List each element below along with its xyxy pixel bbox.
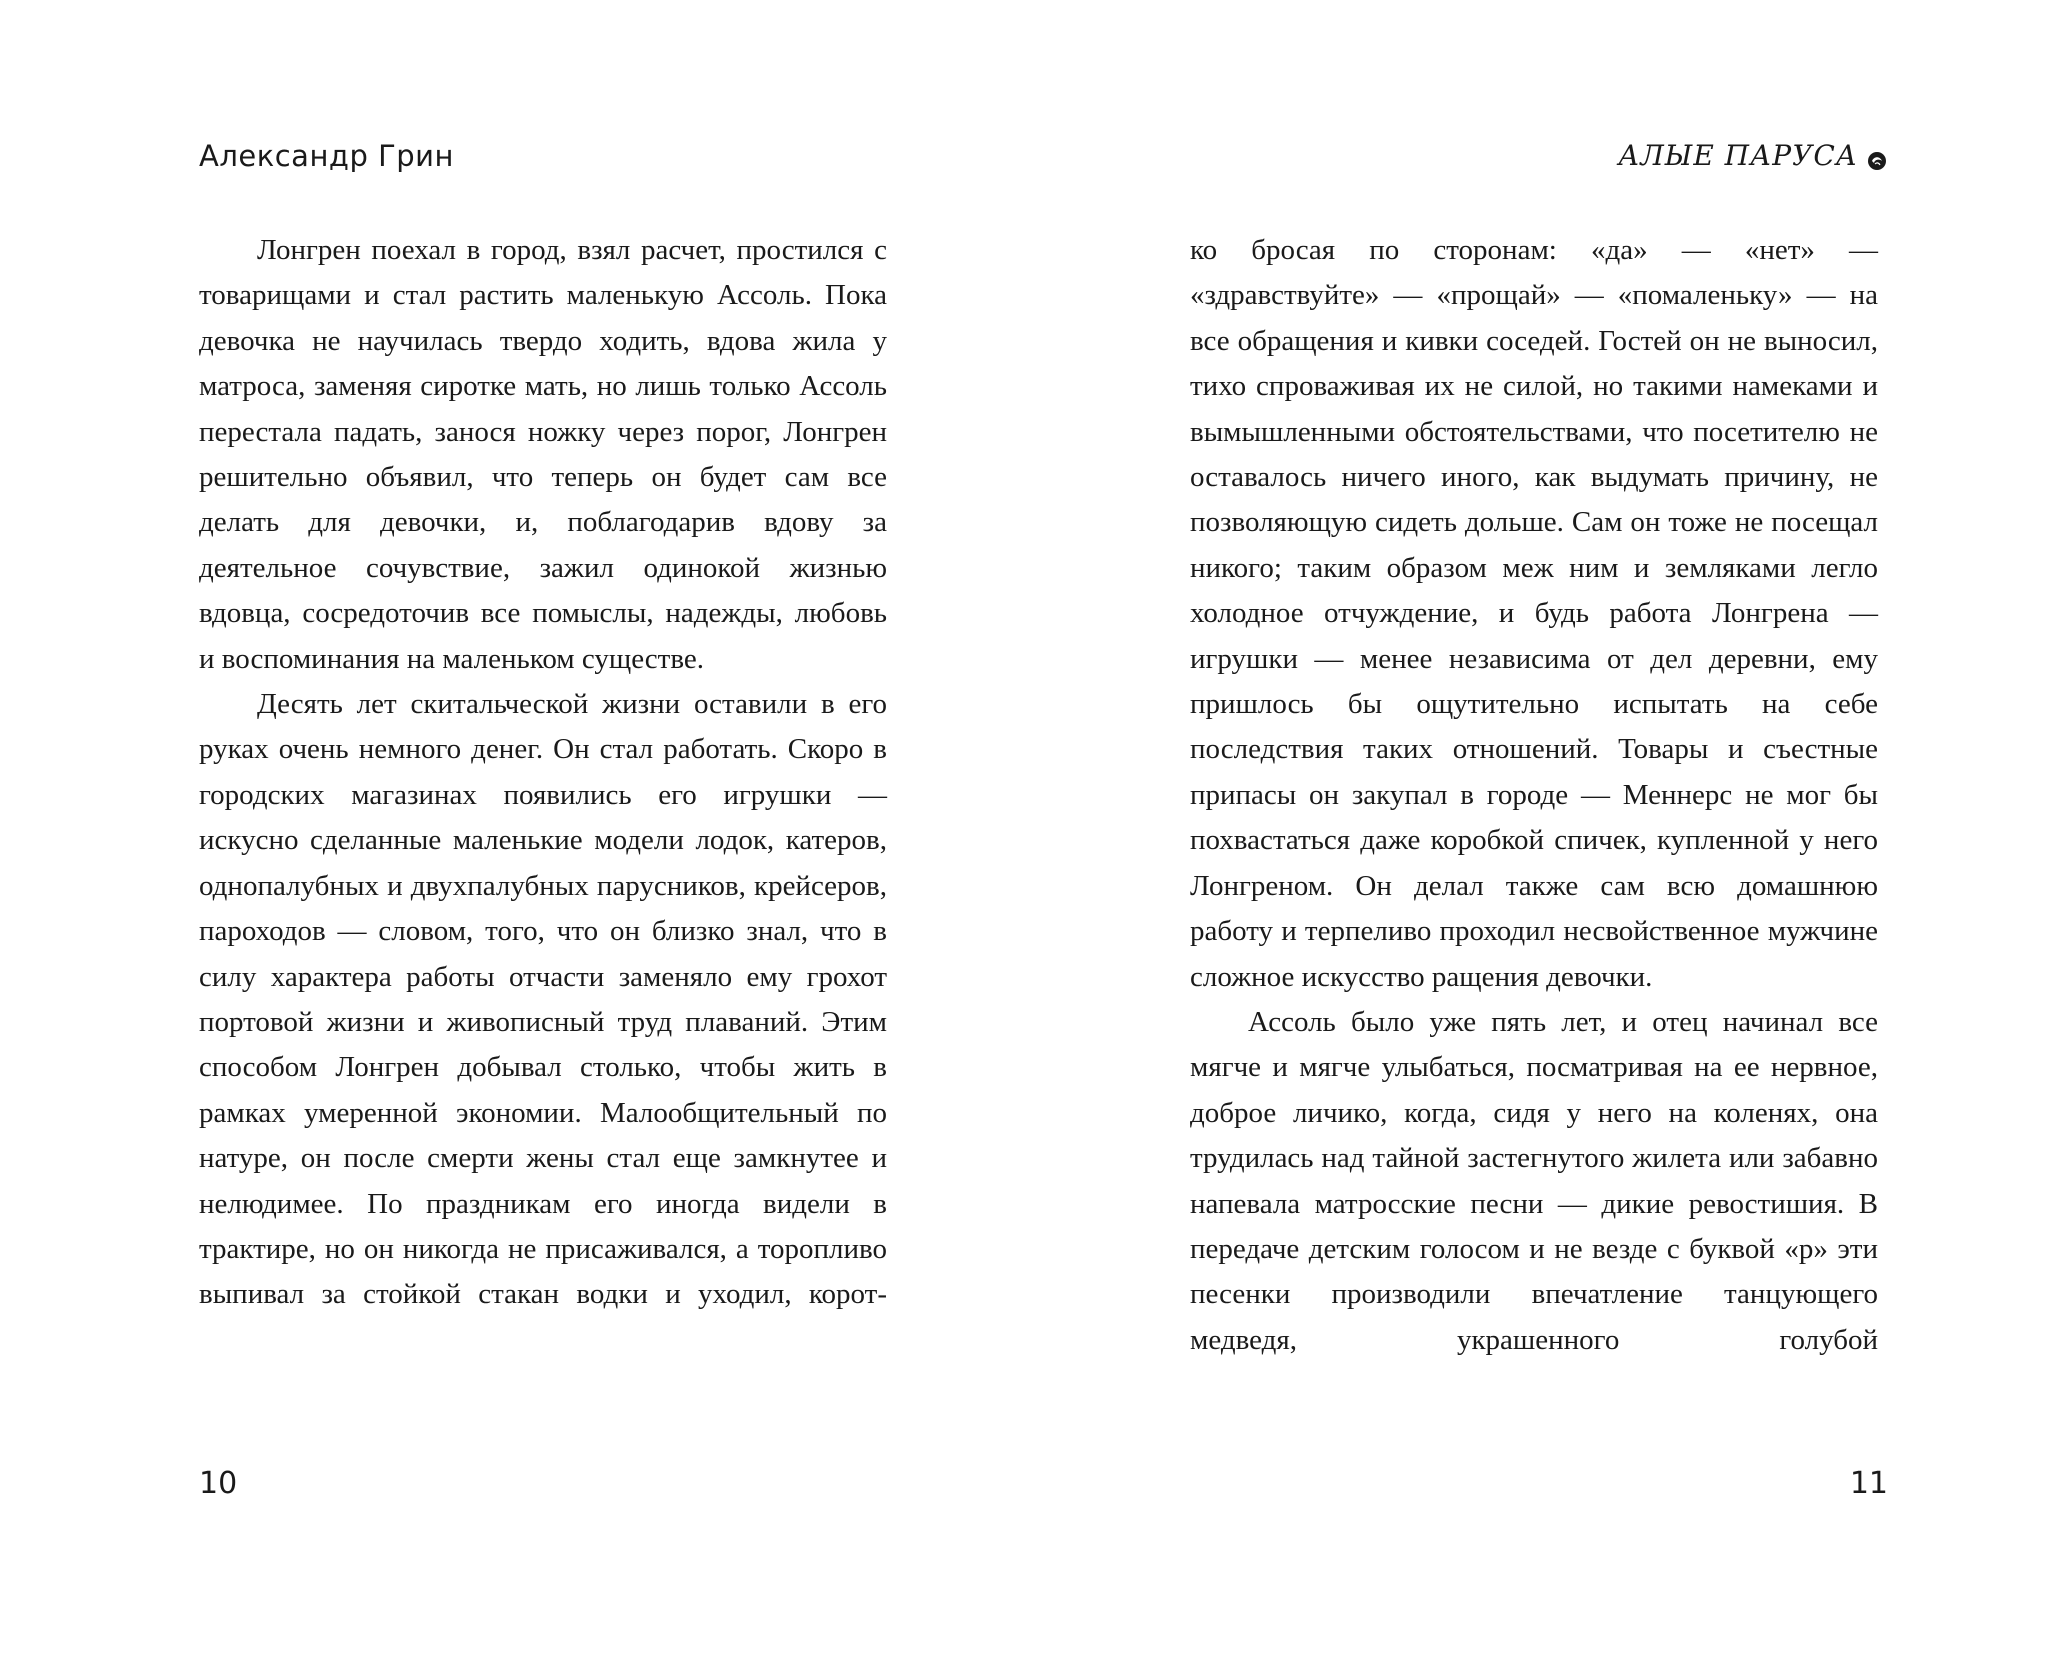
running-head-title xyxy=(1618,138,1888,174)
right-text-block xyxy=(1190,228,1878,1363)
paragraph: ко бросая по сторонам: «да» — «нет» — «здравствуйте» — «прощай» — «помаленьку» — на все обращения и кивки соседей. Гостей он не выносил, тихо спроваживая их не силой, но такими намеками и вымышленными обстоятельствами, что посетителю не оставалось ничего иного, как выдумать причину, не позволяющую сидеть дольше. Сам он тоже не посещал никого; таким образом меж ним и земляками легло холодное отчуждение, и будь работа Лонгрена — игрушки — менее независима от дел деревни, ему пришлось бы ощутительно испытать на себе последствия таких отношений. Товары и съестные припасы он закупал в городе — Меннерс не мог бы похвастаться даже коробкой спичек, купленной у него Лонгреном. Он делал также сам всю домашнюю работу и терпеливо проходил несвойственное мужчине сложное искусство ращения девочки. xyxy=(1190,234,1878,993)
rose-ornament-icon xyxy=(1866,145,1888,167)
running-head-author: Александр Грин xyxy=(199,139,454,173)
page-number: 11 xyxy=(1849,1466,1888,1501)
left-text-block xyxy=(199,228,887,1318)
paragraph: Лонгрен поехал в город, взял расчет, простился с товарищами и стал растить маленькую Ассоль. Пока девочка не научилась твердо ходить, вдова жила у матроса, заменяя сиротке мать, но лишь только Ассоль перестала падать, занося ножку через порог, Лонгрен решительно объявил, что теперь он будет сам все делать для девочки, и, поблагодарив вдову за деятельное сочувствие, зажил одинокой жизнью вдовца, сосредоточив все помыслы, надежды, любовь и воспоминания на маленьком существе. xyxy=(199,234,887,675)
paragraph: Ассоль было уже пять лет, и отец начинал все мягче и мягче улыбаться, посматривая на ее нервное, доброе личико, когда, сидя у него на коленях, она трудилась над тайной застегнутого жилета или забавно напевала матросские песни — дикие ревостишия. В передаче детским голосом и не везде с буквой «р» эти песенки производили впечатление танцующего медведя, украшенного голубой xyxy=(1190,1005,1878,1356)
paragraph: Десять лет скитальческой жизни оставили в его руках очень немного денег. Он стал работать. Скоро в городских магазинах появились его игрушки — искусно сделанные маленькие модели лодок, катеров, однопалубных и двухпалубных парусников, крейсеров, пароходов — словом, того, что он близко знал, что в силу характера работы отчасти заменяло ему грохот портовой жизни и живописный труд плаваний. Этим способом Лонгрен добывал столько, чтобы жить в рамках умеренной экономии. Малообщительный по натуре, он после смерти жены стал еще замкнутее и нелюдимее. По праздникам его иногда видели в трактире, но он никогда не присаживался, а торопливо выпивал за стойкой стакан водки и уходил, корот- xyxy=(199,688,887,1311)
page-number: 10 xyxy=(199,1466,238,1501)
right-page xyxy=(1024,0,2048,1654)
book-title: АЛЫЕ ПАРУСА xyxy=(1618,139,1858,172)
